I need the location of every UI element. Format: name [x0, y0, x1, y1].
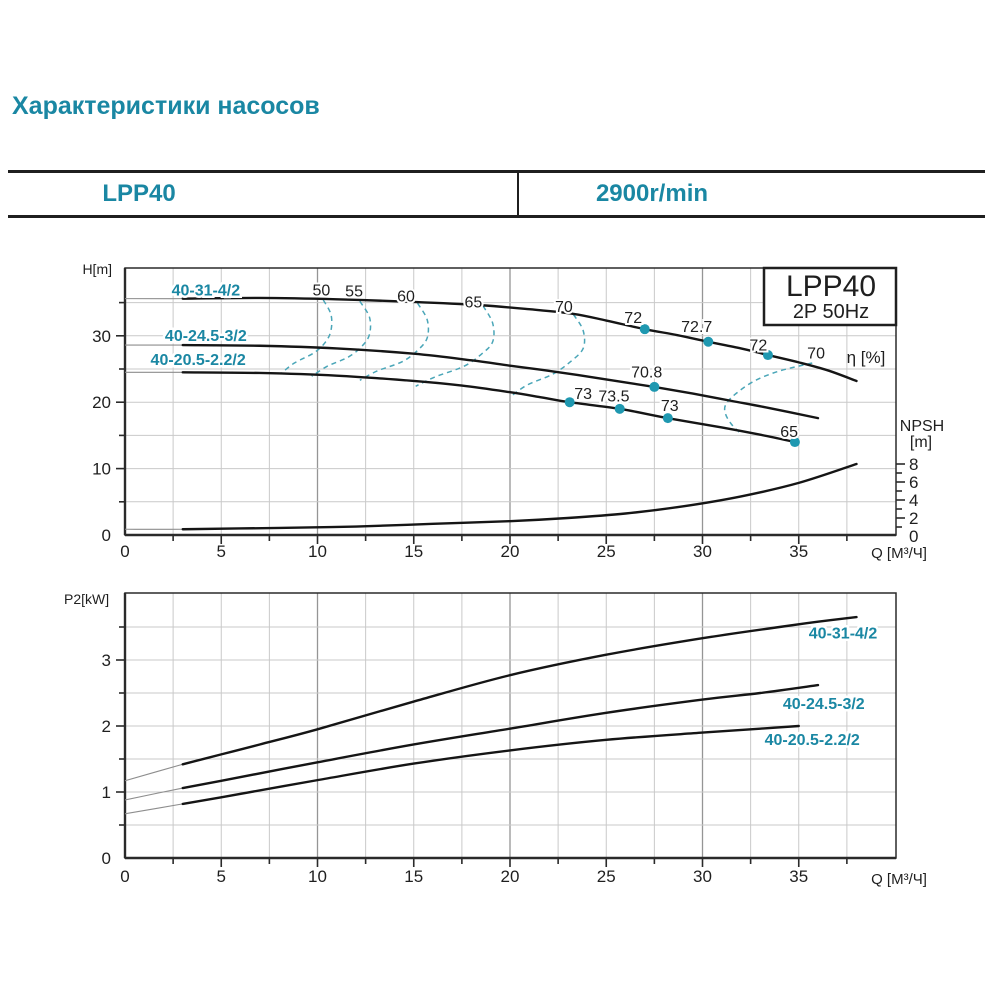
curve-lead-in: [125, 617, 857, 781]
efficiency-label: 50: [312, 282, 331, 300]
efficiency-label: 73: [574, 385, 593, 403]
y-tick-label: 0: [101, 849, 111, 868]
model-box-subtitle: 2P 50Hz: [792, 301, 870, 323]
npsh-tick-label: 4: [909, 491, 919, 510]
npsh-tick-label: 0: [909, 527, 919, 546]
efficiency-label: 65: [464, 294, 483, 312]
x-tick-label: 20: [500, 867, 520, 886]
y-tick-label: 20: [92, 393, 111, 413]
efficiency-label: 70: [555, 298, 573, 316]
y-tick-label: 30: [92, 326, 111, 346]
efficiency-contour: [312, 301, 371, 376]
efficiency-contour: [281, 300, 332, 374]
y-tick-label: 3: [101, 651, 111, 670]
page-title: Характеристики насосов: [12, 92, 320, 120]
pump-speed-cell: 2900r/min: [595, 180, 709, 207]
y-axis-title: H[m]: [82, 261, 112, 277]
power-chart: [64, 591, 927, 888]
head-capacity-chart: [82, 261, 944, 562]
efficiency-label: 55: [345, 283, 363, 301]
efficiency-label: 60: [397, 288, 415, 306]
curve-label: 40-24.5-3/2: [164, 328, 247, 346]
npsh-tick-label: 6: [909, 473, 919, 492]
efficiency-label: 73.5: [598, 388, 630, 406]
y-axis-title: P2[kW]: [64, 591, 110, 607]
y-tick-label: 2: [101, 717, 111, 736]
npsh-axis-title: NPSH: [899, 418, 945, 435]
efficiency-contour: [512, 315, 585, 396]
pump-curve: [183, 685, 818, 788]
efficiency-label: 72.7: [681, 318, 713, 336]
pump-curve: [183, 617, 857, 764]
x-tick-label: 0: [120, 542, 130, 561]
curve-label: 40-20.5-2.2/2: [150, 352, 246, 370]
y-tick-label: 1: [101, 783, 111, 802]
curve-lead-in: [125, 464, 857, 529]
x-axis-title: Q [М³/Ч]: [871, 545, 927, 562]
curve-label: 40-31-4/2: [808, 625, 878, 643]
x-tick-label: 30: [693, 867, 712, 886]
x-tick-label: 10: [308, 542, 327, 561]
efficiency-label: 73: [660, 397, 679, 415]
x-tick-label: 35: [789, 542, 809, 561]
efficiency-label: 70.8: [631, 364, 663, 382]
efficiency-contour: [416, 306, 494, 386]
efficiency-dot: [649, 382, 659, 392]
pump-curve: [183, 464, 857, 529]
model-box-title: LPP40: [785, 270, 877, 303]
curve-label: 40-24.5-3/2: [782, 695, 865, 713]
pump-curve: [183, 345, 818, 418]
x-tick-label: 30: [693, 542, 712, 561]
y-tick-label: 0: [101, 526, 111, 545]
efficiency-dot: [703, 337, 713, 347]
x-tick-label: 20: [500, 542, 520, 561]
efficiency-dot: [565, 397, 575, 407]
efficiency-label: 70: [807, 345, 825, 363]
npsh-axis-unit: [m]: [909, 434, 933, 451]
curve-label: 40-20.5-2.2/2: [764, 732, 860, 750]
x-axis-title: Q [М³/Ч]: [871, 871, 927, 888]
efficiency-label: 65: [780, 423, 799, 441]
efficiency-label: 72: [749, 337, 768, 355]
x-tick-label: 5: [216, 542, 226, 561]
npsh-tick-label: 2: [909, 509, 919, 528]
efficiency-label: 72: [624, 310, 643, 328]
x-tick-label: 10: [308, 867, 327, 886]
x-tick-label: 15: [404, 542, 424, 561]
eta-axis-label: η [%]: [846, 348, 886, 367]
x-tick-label: 15: [404, 867, 424, 886]
pump-model-cell: LPP40: [102, 180, 176, 207]
x-tick-label: 25: [596, 542, 616, 561]
curve-lead-in: [125, 685, 818, 800]
npsh-tick-label: 8: [909, 455, 919, 474]
x-tick-label: 35: [789, 867, 809, 886]
x-tick-label: 0: [120, 867, 130, 886]
x-tick-label: 5: [216, 867, 226, 886]
x-tick-label: 25: [596, 867, 616, 886]
curve-lead-in: [125, 372, 795, 442]
y-tick-label: 10: [92, 459, 111, 479]
curve-label: 40-31-4/2: [171, 282, 241, 300]
